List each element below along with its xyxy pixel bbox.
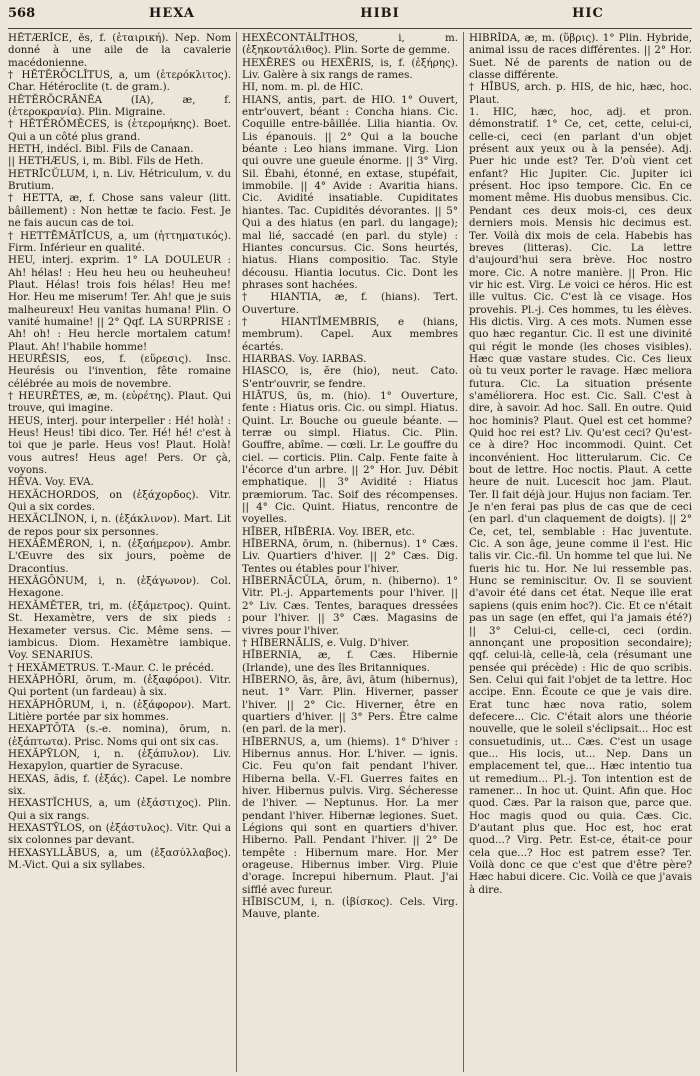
dictionary-entry: HIBRĬDA, æ, m. (ὕβρις). 1° Plin. Hybride, animal issu de races différentes. || 2° Hor. Suet. Né de parents de nation ou de classe différente. [469, 32, 692, 82]
dictionary-entry: HEXĂPHŌRUM, i, n. (ἑξάφορον). Mart. Litière portée par six hommes. [8, 698, 231, 723]
dictionary-entry: HĔTÆRĬCE, ēs, f. (ἑταιρική). Nep. Nom donné à une aile de la cavalerie macédonienne. [8, 32, 231, 69]
dictionary-entry: HIARBAS. Voy. IARBAS. [242, 352, 367, 365]
dictionary-entry: HEXASTȲLOS, on (ἑξάστυλος). Vitr. Qui a six colonnes par devant. [8, 822, 231, 847]
dictionary-entry: † HĔTĔRŎCLĬTUS, a, um (ἑτερόκλιτος). Char. Hétéroclite (t. de gram.). [8, 69, 231, 94]
dictionary-entry: † HEXĂMETRUS. T.-Maur. C. le précéd. [8, 661, 215, 674]
dictionary-entry: HIANS, antis, part. de HIO. 1° Ouvert, entr'ouvert, béant : Concha hians. Cic. Coquille entre-bâillée. Lilia hiantia. Ov. Lis épanouis. || 2° Qui a la bouche béante : Leo hians immane. Virg. Lion qui ouvre une gueule énorme. || 3° Virg. Sil. Ébahi, étonné, en extase, stupéfait, immobile. || 4° Avide : Avaritia hians. Cic. Avidité insatiable. Cupiditates hiantes. Tac. Cupidités dévorantes. || 5° Qui a des hiatus (en parl. du langage); mal lié, saccadé (en parl. du style) : Hiantes concursus. Cic. Sons heurtés, hiatus. Hians compositio. Tac. Style décousu. Hiantia locutus. Cic. Dont les phrases sont hachées. [242, 93, 458, 291]
dictionary-entry: HEXĂĒMĔRON, i, n. (ἑξαήμερον). Ambr. L'Œuvre des six jours, poème de Dracontius. [8, 538, 231, 575]
column-2 [236, 32, 464, 1072]
dictionary-entry: HEXĂPȲLON, i, n. (ἑξάπυλον). Liv. Hexapylon, quartier de Syracuse. [8, 747, 231, 773]
dictionary-entry: HĪBERNIA, æ, f. Cæs. Hibernie (Irlande), une des îles Britanniques. [242, 649, 458, 674]
dictionary-entry: HEXĒCONTĂLĪTHOS, i, m. (ἑξηκοντάλιθος). Plin. Sorte de gemme. [242, 32, 458, 57]
dictionary-entry: || HETHÆUS, i, m. Bibl. Fils de Heth. [8, 155, 204, 168]
dictionary-entry: HEXĂMĔTER, tri, m. (ἑξάμετρος). Quint. St. Hexamètre, vers de six pieds : Hexameter versus. Cic. Même sens. — iambicus. Diom. Hexamètre iambique. Voy. SENARIUS. [8, 599, 231, 662]
dictionary-entry: HETRĪCŬLUM, i, n. Liv. Hétriculum, v. du Brutium. [8, 167, 231, 193]
dictionary-entry: HEXĒRES ou HEXĒRIS, is, f. (ἑξήρης). Liv. Galère à six rangs de rames. [242, 56, 458, 82]
column-1 [8, 32, 236, 1072]
running-header [8, 6, 692, 29]
dictionary-entry: † HIANTĬMEMBRIS, e (hians, membrum). Capel. Aux membres écartés. [242, 315, 458, 353]
dictionary-entry: HEUS, interj. pour interpeller : Hé! holà! : Heus! Heus! tibi dico. Ter. Hé! hé! c'est à toi que je parle. Heus vos! Plaut. Holà! vous autres! Heus age! Pers. Or çà, voyons. [8, 414, 231, 477]
dictionary-entry: † HIANTIA, æ, f. (hians). Tert. Ouverture. [242, 291, 458, 316]
dictionary-entry: HEURĒSIS, eos, f. (εὕρεσις). Insc. Heurésis ou l'invention, fête romaine célébrée au mois de novembre. [8, 352, 231, 390]
dictionary-entry: HĪBISCUM, i, n. (ἰβίσκος). Cels. Virg. Mauve, plante. [242, 896, 458, 921]
dictionary-entry: † HEURĒTES, æ, m. (εὑρέτης). Plaut. Qui trouve, qui imagine. [8, 389, 231, 415]
dictionary-entry: HEXAPTŌTA (s.-e. nomina), ōrum, n. (ἑξάπτωτα). Prisc. Noms qui ont six cas. [8, 723, 231, 748]
dictionary-entry: HEXĂCLĪNON, i, n. (ἑξάκλινον). Mart. Lit de repos pour six personnes. [8, 513, 231, 538]
dictionary-entry: HI, nom. m. pl. de HIC. [242, 81, 364, 94]
dictionary-entry: † HĔTĔRŎMĔCES, is (ἑτερομήκης). Boet. Qui a un côté plus grand. [8, 118, 231, 143]
dictionary-entry: HEXĂGŌNUM, i, n. (ἑξάγωνον). Col. Hexagone. [8, 575, 231, 600]
dictionary-entry: HĪBERNUS, a, um (hiems). 1° D'hiver : Hibernus annus. Hor. L'hiver. — ignis. Cic. Feu qu'on fait pendant l'hiver. Hiberna bella. V.-Fl. Guerres faites en hiver. Hibernus pulvis. Virg. Sécheresse de l'hiver. — Neptunus. Hor. La mer pendant l'hiver. Hibernæ legiones. Suet. Légions qui sont en quartiers d'hiver. Hiberno. Pall. Pendant l'hiver. || 2° De tempête : Hibernum mare. Hor. Mer orageuse. Hibernus imber. Virg. Pluie d'orage. Increpui hibernum. Plaut. J'ai sifflé avec fureur. [242, 735, 458, 896]
columns-container [8, 32, 692, 1072]
dictionary-entry: HEU, interj. exprim. 1° LA DOULEUR : Ah! hélas! : Heu heu heu ou heuheuheu! Plaut. Hélas! trois fois hélas! Heu me! Hor. Heu me miserum! Ter. Ah! que je suis malheureux! Heu vanitas humana! Plin. O vanité humaine! || 2° Qqf. LA SURPRISE : Ah! oh! : Heu hercle mortalem catum! Plaut. Ah! l'habile homme! [8, 254, 231, 353]
dictionary-entry: HĪBER, HĪBĒRIA. Voy. IBER, etc. [242, 525, 415, 538]
dictionary-entry: HEXĂCHORDOS, on (ἑξάχορδος). Vitr. Qui a six cordes. [8, 488, 231, 514]
dictionary-entry: † HETTĒMĂTĬCUS, a, um (ἡττηματικός). Firm. Inférieur en qualité. [8, 229, 231, 254]
dictionary-entry: HETH, indécl. Bibl. Fils de Canaan. [8, 143, 194, 156]
dictionary-entry: HIASCO, is, ĕre (hio), neut. Cato. S'entr'ouvrir, se fendre. [242, 365, 458, 390]
header-guide-word-right: HIC [572, 6, 604, 21]
column-3 [464, 32, 692, 1072]
dictionary-entry: HĔVA. Voy. EVA. [8, 476, 94, 489]
dictionary-entry: † HĪBUS, arch. p. HIS, de hic, hæc, hoc. Plaut. [469, 81, 692, 106]
dictionary-entry: † HĪBERNĀLIS, e. Vulg. D'hiver. [242, 636, 410, 649]
header-guide-word-left: HEXA [149, 6, 195, 21]
header-guide-word-center: HIBI [360, 6, 400, 21]
dictionary-entry: HIĀTUS, ūs, m. (hio). 1° Ouverture, fente : Hiatus oris. Cic. ou simpl. Hiatus. Quint. Lr. Bouche ou gueule béante. — terræ ou simpl. Hiatus. Cic. Plin. Gouffre, abîme. — cœli. Lr. Le gouffre du ciel. — corticis. Plin. Calp. Fente faite à l'écorce d'un arbre. || 2° Hor. Juv. Débit emphatique. || 3° Avidité : Hiatus præmiorum. Tac. Soif des récompenses. || 4° Cic. Quint. Hiatus, rencontre de voyelles. [242, 389, 458, 526]
dictionary-entry: HĪBERNO, ās, āre, āvi, ātum (hibernus), neut. 1° Varr. Plin. Hiverner, passer l'hiver. || 2° Cic. Hiverner, être en quartiers d'hiver. || 3° Pers. Être calme (en parl. de la mer). [242, 673, 458, 736]
page-number: 568 [8, 6, 36, 21]
dictionary-entry: 1. HIC, hæc, hoc, adj. et pron. démonstratif. 1° Ce, cet, cette, celui-ci, celle-ci, ceci (en parlant d'un objet présent aux yeux ou à la pensée). Adj. Puer hic unde est? Ter. D'où vient cet enfant? Hic Jupiter. Cic. Jupiter ici présent. Hoc ipso tempore. Cic. En ce moment même. His duobus mensibus. Cic. Pendant ces deux mois-ci, ces deux derniers mois. Mensis hic decimus est. Ter. Voilà dix mois de cela. Habebis has breves (litteras). Cic. La lettre d'aujourd'hui sera brève. Hoc nostro more. Cic. A notre manière. || Pron. Hic vir hic est. Virg. Le voici ce héros. Hic est ille vultus. Cic. C'est là ce visage. Hos provehis. Pl.-j. Ces hommes, tu les élèves. His dictis. Virg. A ces mots. Numen esse quo hæc regantur. Cic. Il est une divinité qui régit le monde (les choses visibles). Hæc quæ vastare studes. Cic. Ces lieux où tu veux porter le ravage. Hæc meliora futura. Cic. La situation présente s'améliorera. Hoc est. Cic. Sall. C'est à dire, à savoir. Ad hoc. Sall. En outre. Quid hoc hominis? Plaut. Quel est cet homme? Quid hoc rei est? Liv. Qu'est ceci? Qu'est-ce à dire? Hoc incommodi. Quint. Cet inconvénient. Hoc litterularum. Cic. Ce bout de lettre. Hoc noctis. Plaut. A cette heure de nuit. Lucescit hoc jam. Plaut. Ter. Il fait déjà jour. Hujus non faciam. Ter. Je n'en ferai pas plus de cas que de ceci (en parl. d'un claquement de doigts). || 2° Ce, cet, tel, semblable : Hac juventute. Cic. A son âge, jeune comme il l'est. Hic talis vir. Cic.-fil. Un homme tel que lui. Ne fueris hic tu. Hor. Ne lui ressemble pas. Hunc se reminiscitur. Ov. Il se souvient d'avoir été dans cet état. Neque ille erat sapiens (quis enim hoc?). Cic. Et ce n'était pas un sage (en effet, qui l'a jamais été?) || 3° Celui-ci, celle-ci, ceci (ordin. annonçant une proposition secondaire); qqf. celui-là, celle-là, cela (résumant une pensée qui précède) : Hic de quo scribis. Sen. Celui qui fait l'objet de ta lettre. Hoc accipe. Enn. Écoute ce que je vais dire. Erat tunc hæc nova ratio, solem defecere... Cic. C'était alors une théorie nouvelle, que le soleil s'éclipsait... Hoc est consuetudinis, ut... Cæs. C'est un usage que... His locis, ut... Nep. Dans un emplacement tel, que... Hæc intentio tua ut remedium... Pl.-j. Ton intention est de ramener... In hoc ut. Quint. Afin que. Hoc quod. Cæs. Par la raison que, parce que. Hoc magis quod ou quia. Cæs. Cic. D'autant plus que. Hoc est, hoc erat quod...? Virg. Petr. Est-ce, était-ce pour cela que...? Hoc est patrem esse? Ter. Voilà donc ce que c'est que d'être père? Hæc habui dicere. Cic. Voilà ce que j'avais à dire. [469, 106, 692, 896]
dictionary-entry: HEXAS, ădis, f. (ἑξάς). Capel. Le nombre six. [8, 772, 231, 797]
dictionary-entry: HEXASYLLĂBUS, a, um (ἑξασύλλαβος). M.-Vict. Qui a six syllabes. [8, 846, 231, 872]
dictionary-entry: † HETTA, æ, f. Chose sans valeur (litt. bâillement) : Non hettæ te facio. Fest. Je ne fais aucun cas de toi. [8, 192, 231, 230]
dictionary-entry: HEXASTĬCHUS, a, um (ἑξάστιχος). Plin. Qui a six rangs. [8, 797, 231, 822]
dictionary-entry: HĪBERNĀCŬLA, ōrum, n. (hiberno). 1° Vitr. Pl.-j. Appartements pour l'hiver. || 2° Liv. Cæs. Tentes, baraques dressées pour l'hiver. || 3° Cæs. Magasins de vivres pour l'hiver. [242, 575, 458, 637]
dictionary-entry: HEXĂPHŌRI, ōrum, m. (ἑξαφόροι). Vitr. Qui portent (un fardeau) à six. [8, 673, 231, 699]
dictionary-entry: HĔTĔRŎCRĀNĔA (IA), æ, f. (ἑτεροκρανία). Plin. Migraine. [8, 93, 231, 119]
dictionary-entry: HĪBERNA, ōrum, n. (hibernus). 1° Cæs. Liv. Quartiers d'hiver. || 2° Cæs. Dig. Tentes ou étables pour l'hiver. [242, 538, 458, 575]
